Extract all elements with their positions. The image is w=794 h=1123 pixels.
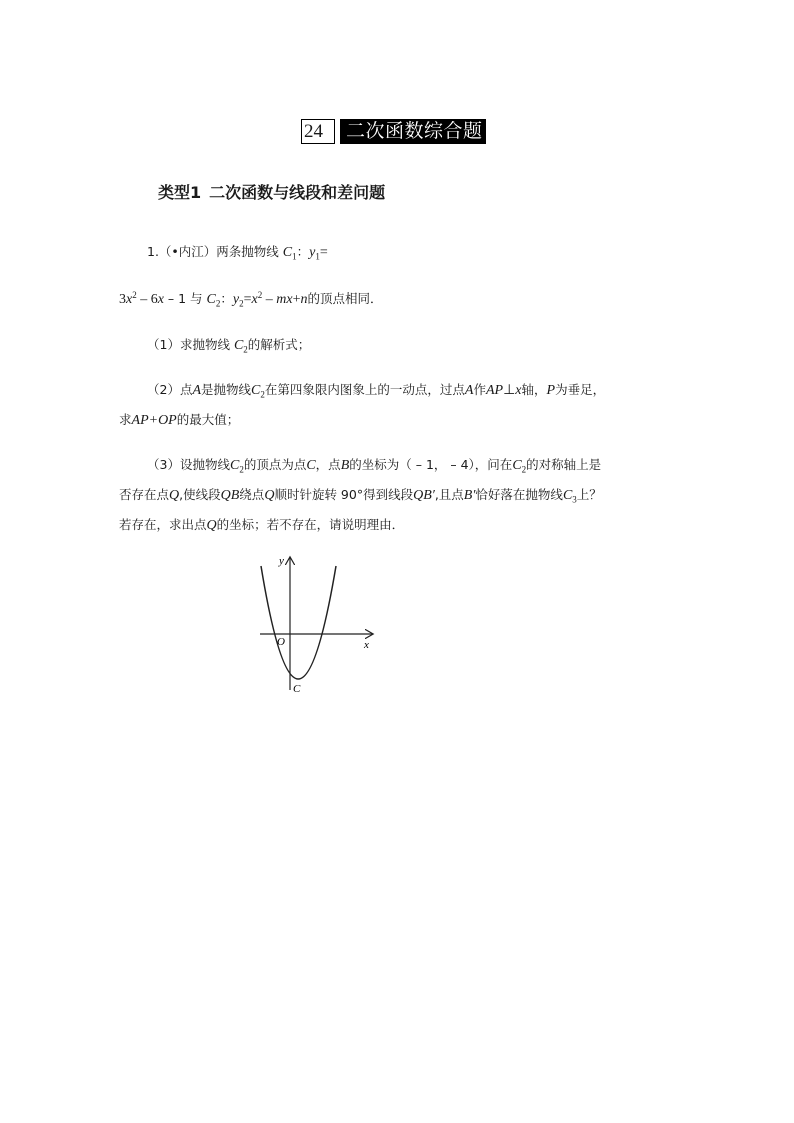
question-3: （3）设抛物线$C_2$的顶点为点C，点B的坐标为（ – 1， – 4），问在$C_2$的对称轴上是 (147, 457, 602, 475)
vertex-label: C (293, 683, 301, 695)
origin-label: O (277, 636, 285, 648)
question-2-continued: 求AP+OP的最大值； (119, 412, 240, 428)
chapter-title (301, 119, 486, 144)
x-axis-label: x (364, 639, 369, 651)
chapter-number: 24 (301, 119, 335, 144)
section-label: 类型1 (158, 183, 202, 202)
section-heading (158, 180, 385, 203)
chapter-title-text: 二次函数综合题 (340, 119, 486, 144)
question-1: （1）求抛物线 $C_2$的解析式； (147, 337, 311, 355)
question-2: （2）点A是抛物线$C_2$在第四象限内图象上的一动点，过点A作AP⊥x轴，P为垂足， (147, 382, 606, 400)
problem-line-2: $3x^2 - 6x - 1$ 与 $C_2$：$y_2=x^2 - mx+n$的顶点相同． (119, 289, 383, 309)
parabola-curve (261, 566, 336, 679)
question-3-continued: 否存在点Q,使线段QB绕点Q顺时针旋转 90°得到线段QB′,且点B′恰好落在抛物线$C_3$上？ (119, 487, 602, 505)
parabola-figure (255, 552, 380, 698)
y-axis-label: y (279, 555, 284, 567)
problem-line-1: 1.（•内江）两条抛物线 $C_1$：$y_1=$ (147, 244, 328, 262)
question-3-continued-2: 若存在，求出点Q的坐标；若不存在，请说明理由． (119, 517, 405, 533)
section-name: 二次函数与线段和差问题 (209, 183, 386, 202)
